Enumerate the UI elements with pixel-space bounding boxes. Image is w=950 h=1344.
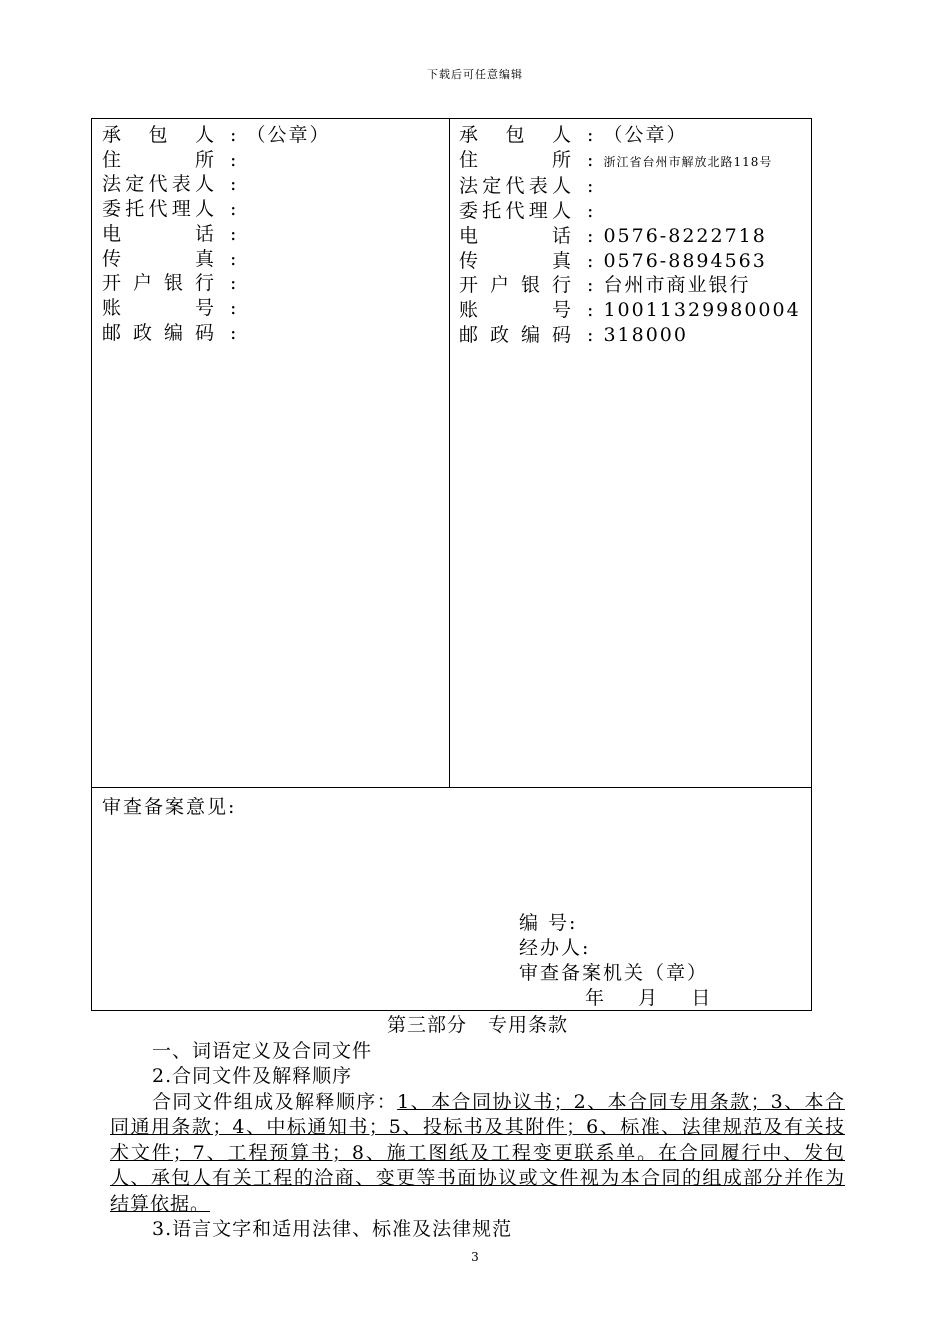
field-label: 账 号: [102, 296, 216, 319]
right-bank-row: 开户银行 : 台州市商业银行: [459, 274, 751, 297]
field-label: 法定代表人: [459, 175, 573, 198]
field-value: 318000: [603, 323, 688, 346]
field-value: 0576-8222718: [603, 224, 767, 247]
review-authority-label: 审查备案机关（章）: [519, 962, 709, 984]
heading-contract-documents: 2.合同文件及解释顺序: [152, 1065, 353, 1087]
review-handler-label: 经办人:: [519, 937, 591, 959]
left-bank-row: 开户银行 :: [102, 272, 239, 295]
left-postcode-row: 邮政编码 :: [102, 321, 239, 344]
review-date-line: 年 月 日: [585, 987, 713, 1009]
field-value: （公章）: [603, 124, 688, 146]
field-label: 邮政编码: [459, 323, 573, 346]
field-label: 传 真: [102, 247, 216, 270]
left-fax-row: 传 真 :: [102, 247, 239, 270]
left-legal-rep-row: 法定代表人 :: [102, 173, 239, 196]
field-label: 电 话: [459, 224, 573, 247]
field-label: 电 话: [102, 222, 216, 245]
right-party-column: [459, 123, 801, 347]
review-info-block: [519, 911, 712, 1011]
heading-language-law: 3.语言文字和适用法律、标准及法律规范: [152, 1218, 513, 1240]
column-divider: [449, 119, 450, 787]
left-party-column: [102, 123, 330, 345]
field-label: 开户银行: [102, 272, 216, 295]
right-address-row: 住 所 : 浙江省台州市解放北路118号: [459, 148, 773, 171]
right-legal-rep-row: 法定代表人 :: [459, 175, 596, 198]
page-number: 3: [471, 1250, 479, 1264]
field-label: 委托代理人: [459, 200, 573, 223]
left-account-row: 账 号 :: [102, 296, 239, 319]
right-postcode-row: 邮政编码 : 318000: [459, 323, 688, 346]
field-label: 承 包 人: [459, 124, 573, 146]
row-divider: [92, 787, 811, 788]
right-account-row: 账 号 : 10011329980004: [459, 298, 801, 321]
paragraph-underlined-text: 1、本合同协议书；2、本合同专用条款；3、本合同通用条款；4、中标通知书；5、投标书及其附件；6、标准、法律规范及有关技术文件；7、工程预算书；8、施工图纸及工程变更联系单。在合同履行中、发包人、承包人有关工程的洽商、变更等书面协议或文件视为本合同的组成部分并作为结算依据。: [110, 1090, 845, 1215]
field-label: 账 号: [459, 298, 573, 321]
field-label: 法定代表人: [102, 173, 216, 196]
right-agent-row: 委托代理人 :: [459, 200, 596, 223]
field-value: 0576-8894563: [603, 249, 767, 272]
signature-table: [91, 118, 812, 1011]
right-phone-row: 电 话 : 0576-8222718: [459, 224, 767, 247]
field-label: 邮政编码: [102, 321, 216, 344]
paragraph-prefix: 合同文件组成及解释顺序：: [152, 1090, 398, 1113]
left-phone-row: 电 话 :: [102, 222, 239, 245]
field-label: 委托代理人: [102, 198, 216, 221]
left-address-row: 住 所 :: [102, 148, 239, 171]
section-title: 第三部分 专用条款: [386, 1014, 569, 1036]
field-label: 传 真: [459, 249, 573, 272]
field-label: 住 所: [102, 148, 216, 171]
right-fax-row: 传 真 : 0576-8894563: [459, 249, 767, 272]
header-note: 下载后可任意编辑: [427, 68, 523, 81]
right-contractor-row: 承 包 人 : （公章）: [459, 124, 688, 146]
left-contractor-row: 承 包 人 : （公章）: [102, 124, 331, 146]
field-value: 台州市商业银行: [603, 274, 751, 297]
left-agent-row: 委托代理人 :: [102, 198, 239, 221]
heading-definitions: 一、词语定义及合同文件: [152, 1039, 373, 1062]
contract-documents-paragraph: [110, 1090, 845, 1218]
field-label: 开户银行: [459, 274, 573, 297]
field-value: 10011329980004: [603, 298, 801, 321]
review-number-label: 编 号:: [519, 912, 578, 934]
field-label: 住 所: [459, 148, 573, 171]
field-value: （公章）: [246, 124, 331, 146]
special-terms-section: [110, 1013, 845, 1243]
field-value: 浙江省台州市解放北路118号: [603, 154, 773, 169]
field-label: 承 包 人: [102, 124, 216, 146]
review-opinion-label: 审查备案意见:: [102, 796, 237, 818]
